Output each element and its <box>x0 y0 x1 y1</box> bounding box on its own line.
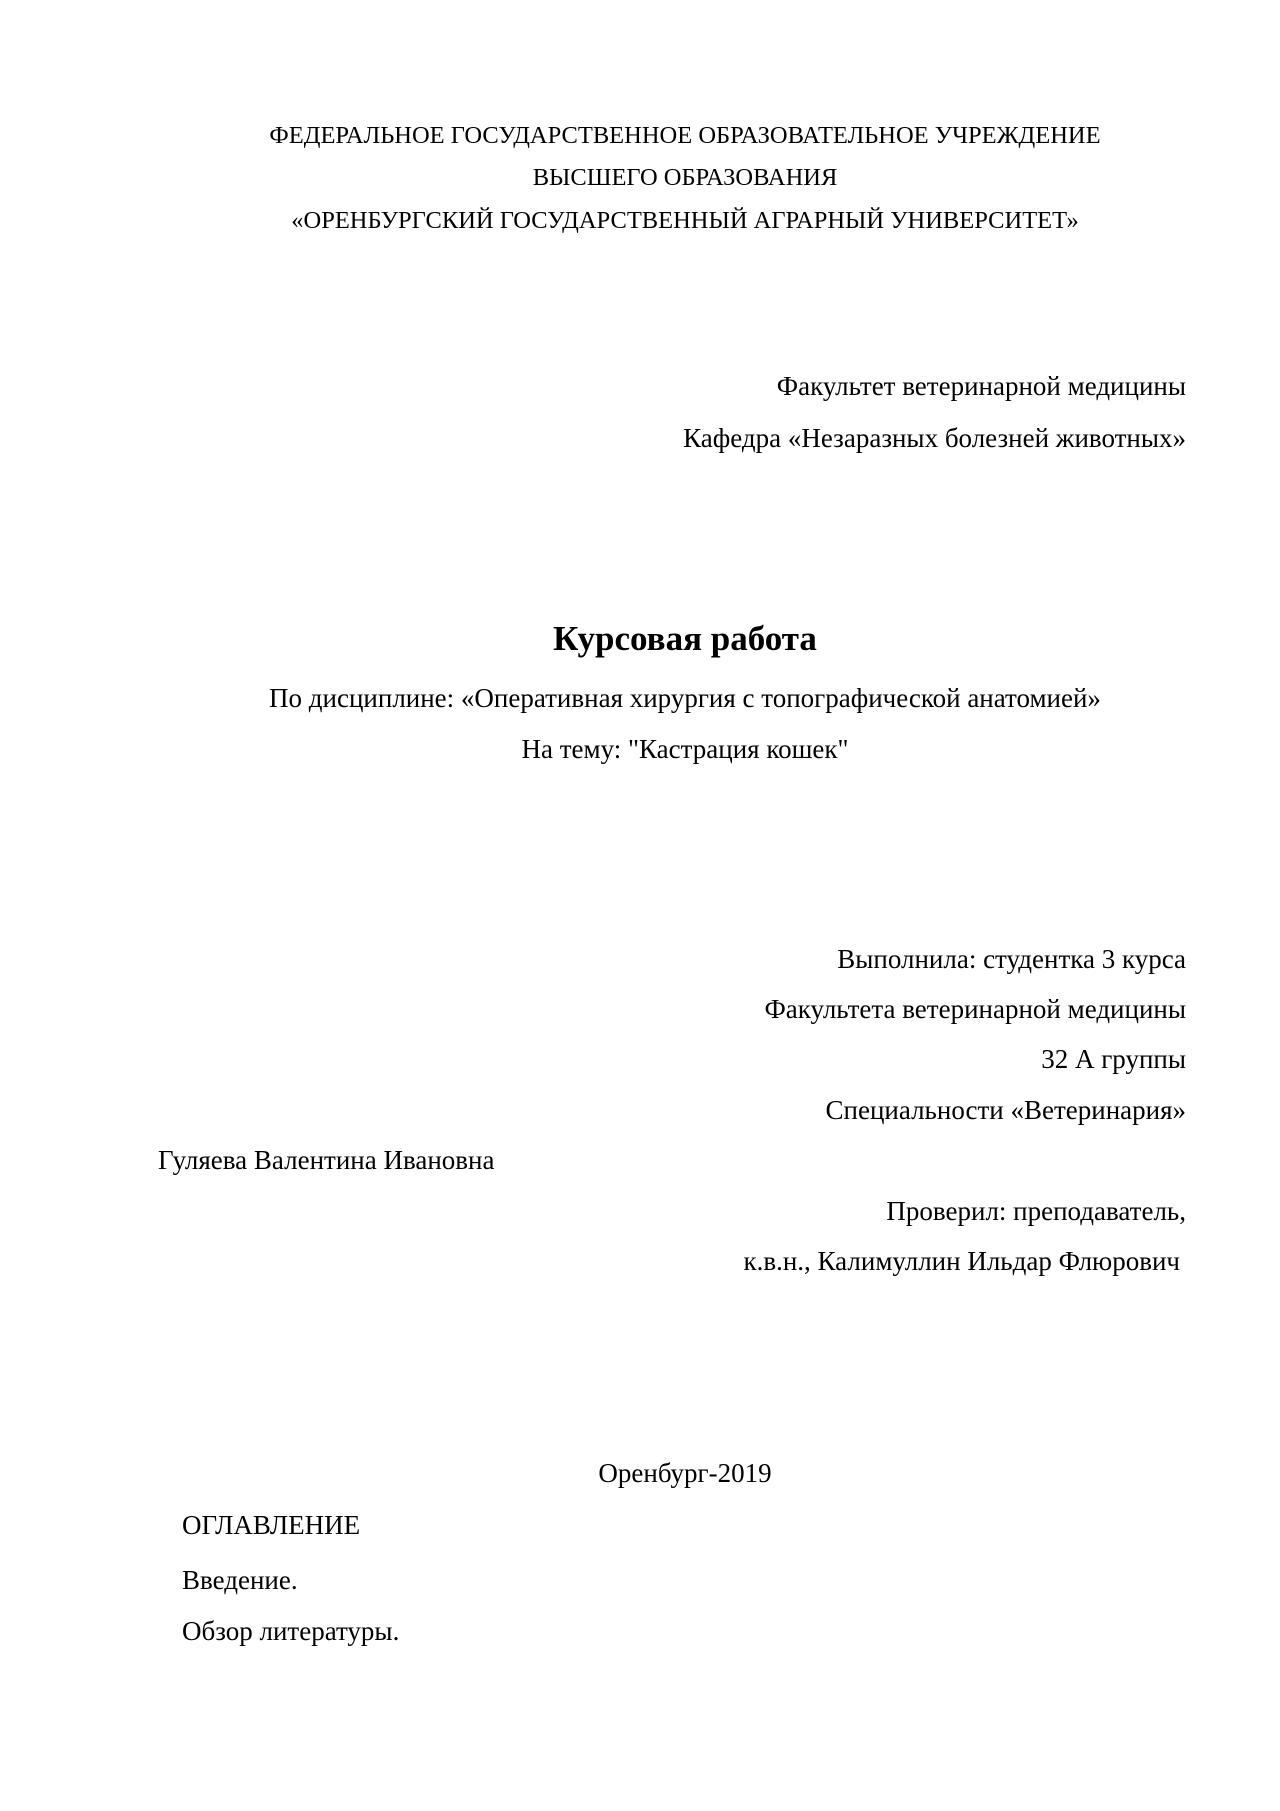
reviewer-line-1: Проверил: преподаватель, <box>886 1196 1186 1226</box>
author-name: Гуляева Валентина Ивановна <box>158 1145 495 1175</box>
toc-item-introduction: Введение. <box>182 1565 298 1595</box>
header-line-3: «ОРЕНБУРГСКИЙ ГОСУДАРСТВЕННЫЙ АГРАРНЫЙ УНИВЕРСИТЕТ» <box>291 207 1079 234</box>
header-line-1: ФЕДЕРАЛЬНОЕ ГОСУДАРСТВЕННОЕ ОБРАЗОВАТЕЛЬНОЕ УЧРЕЖДЕНИЕ <box>269 122 1101 149</box>
author-line-1: Выполнила: студентка 3 курса <box>837 944 1186 974</box>
city-year: Оренбург-2019 <box>598 1458 772 1488</box>
reviewer-line-2: к.в.н., Калимуллин Ильдар Флюрович <box>743 1246 1180 1276</box>
author-line-3: 32 А группы <box>1041 1044 1186 1074</box>
chair-name: Кафедра «Незаразных болезней животных» <box>683 423 1186 453</box>
work-title: Курсовая работа <box>553 619 817 658</box>
toc-heading: ОГЛАВЛЕНИЕ <box>182 1510 361 1540</box>
topic-line: На тему: "Кастрация кошек" <box>521 734 849 764</box>
toc-item-literature-review: Обзор литературы. <box>182 1616 400 1646</box>
faculty-name: Факультет ветеринарной медицины <box>776 371 1186 401</box>
author-line-4: Специальности «Ветеринария» <box>825 1095 1186 1125</box>
discipline-line: По дисциплине: «Оперативная хирургия с топографической анатомией» <box>269 683 1101 713</box>
header-line-2: ВЫСШЕГО ОБРАЗОВАНИЯ <box>532 164 838 191</box>
author-line-2: Факультета ветеринарной медицины <box>764 994 1186 1024</box>
